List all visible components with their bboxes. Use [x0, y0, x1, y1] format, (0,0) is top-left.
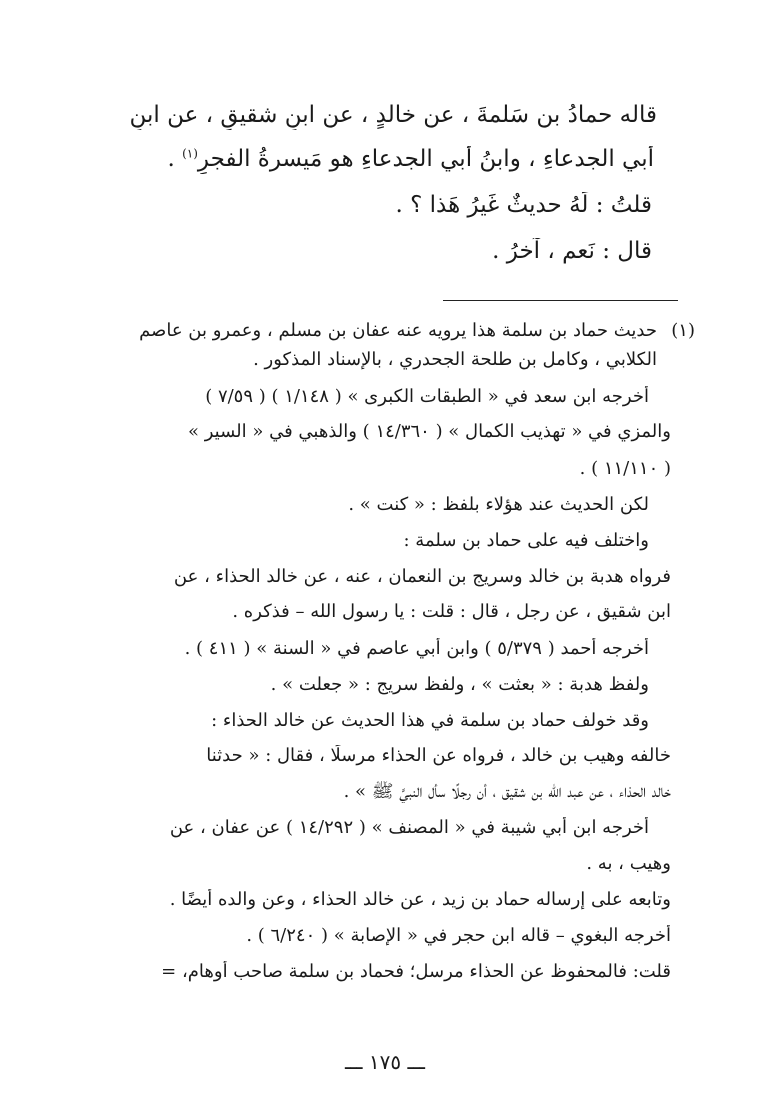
footnote-line: ولفظ هدبة : « بعثت » ، ولفظ سريج : « جعلت » .	[270, 674, 649, 695]
main-line-2	[104, 146, 654, 174]
main-line-2-end: .	[167, 146, 183, 172]
footnote-separator	[443, 300, 678, 301]
footnote-line: خالفه وهيب بن خالد ، فرواه عن الحذاء مرسلًا ، فقال : « حدثنا	[206, 745, 671, 766]
main-line-4: قال : نَعم ، آخرُ .	[492, 238, 652, 264]
footnote-line: أخرجه البغوي – قاله ابن حجر في « الإصابة » ( ٦/٢٤٠ ) .	[246, 925, 671, 946]
footnote-line: ( ١١/١١٠ ) .	[579, 458, 671, 479]
footnote-line: فرواه هدبة بن خالد وسريج بن النعمان ، عنه ، عن خالد الحذاء ، عن	[173, 566, 671, 587]
footnote-line: وقد خولف حماد بن سلمة في هذا الحديث عن خالد الحذاء :	[211, 710, 649, 731]
footnote-line: أخرجه أحمد ( ٥/٣٧٩ ) وابن أبي عاصم في « السنة » ( ٤١١ ) .	[184, 638, 649, 659]
footnote-line: خالد الحذاء ، عن عبد الله بن شقيق ، أن رجلًا سأل النبيَّ ﷺ » .	[343, 781, 671, 802]
footnote-line: لكن الحديث عند هؤلاء بلفظ : « كنت » .	[348, 494, 649, 515]
footnote-line: والمزي في « تهذيب الكمال » ( ١٤/٣٦٠ ) والذهبي في « السير »	[187, 421, 671, 442]
footnote-line: وتابعه على إرساله حماد بن زيد ، عن خالد الحذاء ، وعن والده أيضًا .	[169, 889, 671, 910]
footnote-line: أخرجه ابن أبي شيبة في « المصنف » ( ١٤/٢٩٢ ) عن عفان ، عن	[169, 817, 649, 838]
footnote-line: ابن شقيق ، عن رجل ، قال : قلت : يا رسول الله – فذكره .	[232, 601, 671, 622]
footnote-line: واختلف فيه على حماد بن سلمة :	[403, 530, 649, 551]
footnote-line: وهيب ، به .	[586, 853, 671, 874]
page-number: ـــ ١٧٥ ـــ	[344, 1050, 426, 1074]
footnote-line: قلت: فالمحفوظ عن الحذاء مرسل؛ فحماد بن سلمة صاحب أوهام، =	[161, 961, 671, 982]
main-line-2-text: أبي الجدعاءِ ، وابنُ أبي الجدعاءِ هو مَيسرةُ الفجرِ	[197, 146, 654, 172]
footnote-number: (١)	[671, 320, 695, 341]
main-line-3: قلتُ : لَهُ حديثٌ غَيرُ هَذا ؟ .	[395, 192, 652, 218]
footnote-line: الكلابي ، وكامل بن طلحة الجحدري ، بالإسناد المذكور .	[253, 349, 657, 370]
main-line-1: قاله حمادُ بن سَلمةَ ، عن خالدٍ ، عن ابنِ شقيقٍ ، عن ابنِ	[129, 102, 657, 128]
footnote-line: حديث حماد بن سلمة هذا يرويه عنه عفان بن مسلم ، وعمرو بن عاصم	[139, 320, 657, 341]
footnote-line: أخرجه ابن سعد في « الطبقات الكبرى » ( ١/١٤٨ ) ( ٧/٥٩ )	[205, 386, 649, 407]
footnote-reference: (١)	[182, 146, 198, 161]
